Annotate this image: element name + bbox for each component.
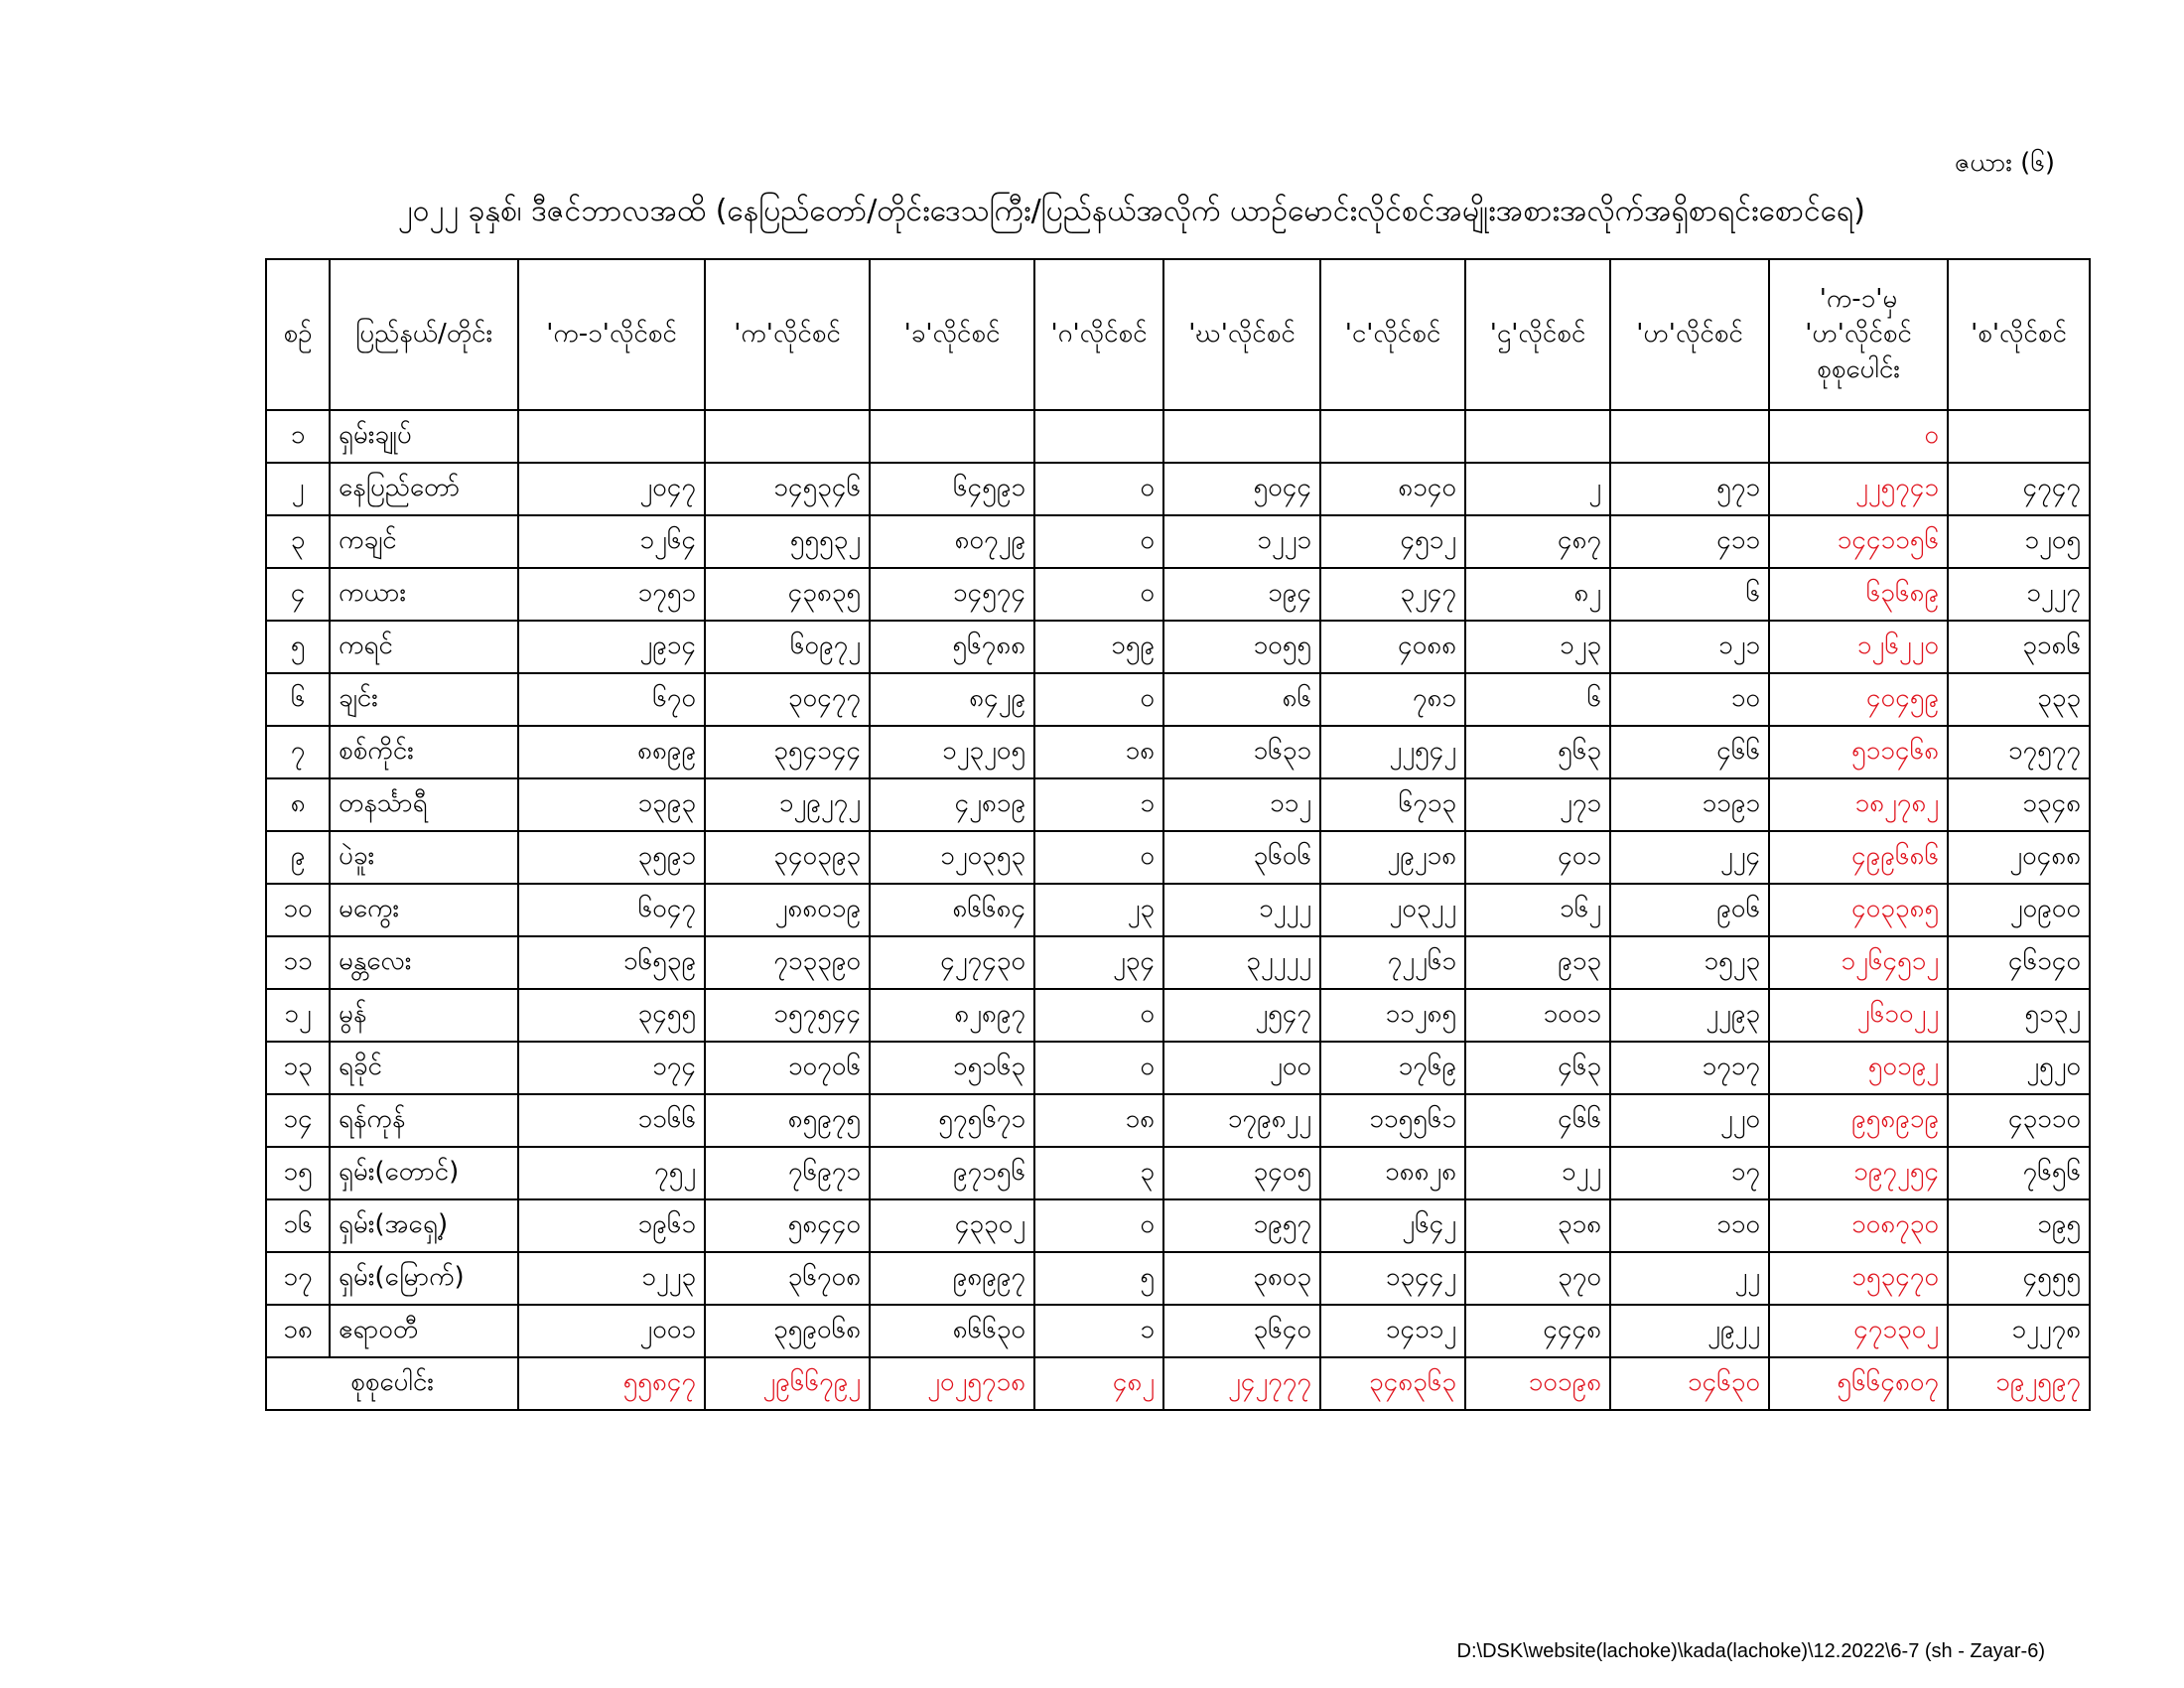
row-total-cell: ၁၀၈၇၃၀ — [1769, 1199, 1948, 1252]
region-cell: တနင်္သာရီ — [330, 778, 518, 831]
total-cell: ၃၄၈၃၆၃ — [1320, 1357, 1465, 1410]
table-cell — [518, 410, 705, 463]
table-cell: ၀ — [1034, 515, 1163, 568]
column-header: 'စ'လိုင်စင် — [1948, 259, 2090, 410]
serial-cell: ၁ — [266, 410, 330, 463]
table-cell: ၂၆၄၂ — [1320, 1199, 1465, 1252]
table-cell: ၁၂၀၃၅၃ — [870, 831, 1034, 884]
table-cell: ၁၀၅၅ — [1163, 621, 1320, 673]
region-cell: မန္တလေး — [330, 936, 518, 989]
table-cell: ၈၆၆၈၄ — [870, 884, 1034, 936]
table-cell: ၂၇၁ — [1465, 778, 1610, 831]
table-cell: ၁၅၉ — [1034, 621, 1163, 673]
total-row — [266, 1357, 2090, 1410]
table-row — [266, 936, 2090, 989]
table-cell: ၁၈ — [1034, 1094, 1163, 1147]
serial-cell: ၂ — [266, 463, 330, 515]
total-cell: ၂၉၆၆၇၉၂ — [705, 1357, 870, 1410]
table-cell: ၁၉၆၁ — [518, 1199, 705, 1252]
table-cell: ၂၉၂၂ — [1610, 1305, 1769, 1357]
table-cell: ၃၅၄၁၄၄ — [705, 726, 870, 778]
total-cell: ၅၅၈၄၇ — [518, 1357, 705, 1410]
table-cell: ၁၃၄၄၂ — [1320, 1252, 1465, 1305]
table-cell: ၃၇၀ — [1465, 1252, 1610, 1305]
table-cell: ၁၇ — [1610, 1147, 1769, 1199]
table-cell: ၁၂၂၁ — [1163, 515, 1320, 568]
table-cell: ၁၂၂၃ — [518, 1252, 705, 1305]
table-cell: ၁၂၀၅ — [1948, 515, 2090, 568]
table-cell: ၃၃၃ — [1948, 673, 2090, 726]
table-cell: ၅၇၅၆၇၁ — [870, 1094, 1034, 1147]
table-cell: ၃၁၈ — [1465, 1199, 1610, 1252]
table-cell: ၁၆၅၃၉ — [518, 936, 705, 989]
row-total-cell: ၅၀၁၉၂ — [1769, 1042, 1948, 1094]
license-table — [265, 258, 2091, 1411]
table-cell: ၄၃၃၀၂ — [870, 1199, 1034, 1252]
serial-cell: ၈ — [266, 778, 330, 831]
table-cell: ၈၆၆၃၀ — [870, 1305, 1034, 1357]
table-cell: ၂၂၉၃ — [1610, 989, 1769, 1042]
table-cell: ၃၂၂၂၂ — [1163, 936, 1320, 989]
serial-cell: ၁၄ — [266, 1094, 330, 1147]
table-cell: ၆၀၉၇၂ — [705, 621, 870, 673]
table-cell: ၃၄၀၅ — [1163, 1147, 1320, 1199]
table-row — [266, 410, 2090, 463]
column-header: 'က-၁'မှ 'ဟ'လိုင်စင် စုစုပေါင်း — [1769, 259, 1948, 410]
region-cell: မကွေး — [330, 884, 518, 936]
serial-cell: ၁၆ — [266, 1199, 330, 1252]
table-cell: ၁၂၂၂ — [1163, 884, 1320, 936]
table-cell: ၂၀၀၁ — [518, 1305, 705, 1357]
table-cell: ၇၂၂၆၁ — [1320, 936, 1465, 989]
column-header: စဉ် — [266, 259, 330, 410]
table-cell: ၇၆၅၆ — [1948, 1147, 2090, 1199]
region-cell: ရန်ကုန် — [330, 1094, 518, 1147]
document-title: ၂၀၂၂ ခုနှစ်၊ ဒီဇင်ဘာလအထိ (နေပြည်တော်/တိုင်းဒေသကြီး/ပြည်နယ်အလိုက် ယာဉ်မောင်းလိုင်စင်အမျိုးအစားအလိုက်အရှိစာရင်းစောင်ရေ) — [398, 194, 1865, 228]
table-cell — [1948, 410, 2090, 463]
table-cell — [1034, 410, 1163, 463]
table-cell: ၁၇၁၇ — [1610, 1042, 1769, 1094]
table-cell: ၁၄၅၇၄ — [870, 568, 1034, 621]
table-cell: ၀ — [1034, 831, 1163, 884]
table-cell: ၁၂၆၄ — [518, 515, 705, 568]
region-cell: ရှမ်းချုပ် — [330, 410, 518, 463]
region-cell: ကယား — [330, 568, 518, 621]
serial-cell: ၄ — [266, 568, 330, 621]
table-cell: ၁၅၂၃ — [1610, 936, 1769, 989]
row-total-cell: ၁၉၇၂၅၄ — [1769, 1147, 1948, 1199]
table-cell: ၁၅၇၅၄၄ — [705, 989, 870, 1042]
table-cell — [1163, 410, 1320, 463]
table-cell: ၅၆၃ — [1465, 726, 1610, 778]
table-cell: ၁၄၁၁၂ — [1320, 1305, 1465, 1357]
table-cell: ၈၀၇၂၉ — [870, 515, 1034, 568]
table-cell: ၁၀၇၀၆ — [705, 1042, 870, 1094]
table-cell: ၁ — [1034, 778, 1163, 831]
table-cell: ၂၀၄၈၈ — [1948, 831, 2090, 884]
table-cell: ၂၂၅၄၂ — [1320, 726, 1465, 778]
table-cell: ၄၀၈၈ — [1320, 621, 1465, 673]
row-total-cell: ၁၂၆၂၂၀ — [1769, 621, 1948, 673]
table-cell: ၁၂၉၂၇၂ — [705, 778, 870, 831]
serial-cell: ၁၃ — [266, 1042, 330, 1094]
table-row — [266, 1199, 2090, 1252]
table-row — [266, 989, 2090, 1042]
table-cell: ၄၆၁၄၀ — [1948, 936, 2090, 989]
serial-cell: ၉ — [266, 831, 330, 884]
serial-cell: ၁၂ — [266, 989, 330, 1042]
table-row — [266, 778, 2090, 831]
serial-cell: ၁၇ — [266, 1252, 330, 1305]
region-cell: မွန် — [330, 989, 518, 1042]
table-cell: ၄၅၅၅ — [1948, 1252, 2090, 1305]
serial-cell: ၁၁ — [266, 936, 330, 989]
column-header: 'ခ'လိုင်စင် — [870, 259, 1034, 410]
table-cell: ၉၇၁၅၆ — [870, 1147, 1034, 1199]
table-cell: ၄၃၁၁၀ — [1948, 1094, 2090, 1147]
table-cell: ၁၁၀ — [1610, 1199, 1769, 1252]
table-cell: ၁၈ — [1034, 726, 1163, 778]
row-total-cell: ၅၁၁၄၆၈ — [1769, 726, 1948, 778]
table-cell: ၁၃၉၃ — [518, 778, 705, 831]
region-cell: ချင်း — [330, 673, 518, 726]
table-cell: ၅ — [1034, 1252, 1163, 1305]
table-cell: ၂ — [1465, 463, 1610, 515]
table-cell: ၆ — [1610, 568, 1769, 621]
table-cell: ၂၀၀ — [1163, 1042, 1320, 1094]
region-cell: ဧရာဝတီ — [330, 1305, 518, 1357]
table-row — [266, 1252, 2090, 1305]
table-cell: ၃ — [1034, 1147, 1163, 1199]
table-cell: ၁၆၃၁ — [1163, 726, 1320, 778]
table-row — [266, 463, 2090, 515]
table-row — [266, 621, 2090, 673]
table-cell: ၂၅၄၇ — [1163, 989, 1320, 1042]
serial-cell: ၁၀ — [266, 884, 330, 936]
table-cell: ၁၁၉၁ — [1610, 778, 1769, 831]
region-cell: ကချင် — [330, 515, 518, 568]
table-cell: ၂၈၈၀၁၉ — [705, 884, 870, 936]
table-cell — [1465, 410, 1610, 463]
table-cell: ၃၅၉၁ — [518, 831, 705, 884]
table-cell: ၀ — [1034, 989, 1163, 1042]
row-total-cell: ၁၅၃၄၇၀ — [1769, 1252, 1948, 1305]
table-cell: ၀ — [1034, 1199, 1163, 1252]
table-cell: ၈၆ — [1163, 673, 1320, 726]
row-total-cell: ၂၆၁၀၂၂ — [1769, 989, 1948, 1042]
column-header: 'ဟ'လိုင်စင် — [1610, 259, 1769, 410]
table-cell: ၄၅၁၂ — [1320, 515, 1465, 568]
column-header: 'င'လိုင်စင် — [1320, 259, 1465, 410]
table-cell: ၇၈၁ — [1320, 673, 1465, 726]
table-cell — [1320, 410, 1465, 463]
table-cell: ၄၁၁ — [1610, 515, 1769, 568]
table-cell: ၄၄၄၈ — [1465, 1305, 1610, 1357]
region-cell: ရခိုင် — [330, 1042, 518, 1094]
table-cell: ၂၀၃၂၂ — [1320, 884, 1465, 936]
table-row — [266, 831, 2090, 884]
table-cell: ၃၄၀၃၉၃ — [705, 831, 870, 884]
row-total-cell: ၁၈၂၇၈၂ — [1769, 778, 1948, 831]
table-cell: ၁၂၃၂၀၅ — [870, 726, 1034, 778]
table-cell: ၁၂၂၇၈ — [1948, 1305, 2090, 1357]
row-total-cell: ၄၇၁၃၀၂ — [1769, 1305, 1948, 1357]
table-cell: ၁၃၄၈ — [1948, 778, 2090, 831]
column-header: ပြည်နယ်/တိုင်း — [330, 259, 518, 410]
table-cell: ၁၄၅၃၄၆ — [705, 463, 870, 515]
table-cell: ၈၁၄၀ — [1320, 463, 1465, 515]
table-cell: ၂၃၄ — [1034, 936, 1163, 989]
column-header: 'က'လိုင်စင် — [705, 259, 870, 410]
table-cell: ၂၃ — [1034, 884, 1163, 936]
row-total-cell: ၉၅၈၉၁၉ — [1769, 1094, 1948, 1147]
table-cell: ၇၆၉၇၁ — [705, 1147, 870, 1199]
table-cell: ၁၈၈၂၈ — [1320, 1147, 1465, 1199]
region-cell: ရှမ်း(မြောက်) — [330, 1252, 518, 1305]
row-total-cell: ၁၂၆၄၅၁၂ — [1769, 936, 1948, 989]
table-cell: ၃၁၈၆ — [1948, 621, 2090, 673]
table-cell: ၁၉၄ — [1163, 568, 1320, 621]
table-row — [266, 1147, 2090, 1199]
table-cell: ၁၅၁၆၃ — [870, 1042, 1034, 1094]
table-cell: ၂၉၂၁၈ — [1320, 831, 1465, 884]
table-cell: ၂၂၀ — [1610, 1094, 1769, 1147]
table-cell: ၃၆၄၀ — [1163, 1305, 1320, 1357]
table-cell: ၃၅၉၀၆၈ — [705, 1305, 870, 1357]
header-row — [266, 259, 2090, 410]
table-cell: ၆ — [1465, 673, 1610, 726]
table-cell: ၁ — [1034, 1305, 1163, 1357]
total-cell: ၁၄၆၃၀ — [1610, 1357, 1769, 1410]
table-cell: ၆၇၁၃ — [1320, 778, 1465, 831]
table-cell: ၈၅၉၇၅ — [705, 1094, 870, 1147]
table-cell: ၈၈၉၉ — [518, 726, 705, 778]
table-cell: ၆၇၀ — [518, 673, 705, 726]
table-cell: ၉၀၆ — [1610, 884, 1769, 936]
table-cell: ၇၅၂ — [518, 1147, 705, 1199]
footer-file-path: D:\DSK\website(lachoke)\kada(lachoke)\12.2022\6-7 (sh - Zayar-6) — [1456, 1640, 2045, 1662]
table-cell: ၁၁၅၅၆၁ — [1320, 1094, 1465, 1147]
table-cell: ၄၆၆ — [1610, 726, 1769, 778]
table-cell: ၅၅၅၃၂ — [705, 515, 870, 568]
table-row — [266, 726, 2090, 778]
serial-cell: ၃ — [266, 515, 330, 568]
table-row — [266, 884, 2090, 936]
table-body — [266, 410, 2090, 1410]
table-cell: ၅၈၄၄၀ — [705, 1199, 870, 1252]
region-cell: နေပြည်တော် — [330, 463, 518, 515]
total-cell: ၅၆၆၄၈၀၇ — [1769, 1357, 1948, 1410]
table-cell: ၄၈၇ — [1465, 515, 1610, 568]
total-label: စုစုပေါင်း — [266, 1357, 518, 1410]
table-cell — [1610, 410, 1769, 463]
table-cell: ၁၀၀၁ — [1465, 989, 1610, 1042]
row-total-cell: ၁၄၄၁၁၅၆ — [1769, 515, 1948, 568]
serial-cell: ၁၈ — [266, 1305, 330, 1357]
table-cell: ၄၃၈၃၅ — [705, 568, 870, 621]
table-cell: ၄၀၁ — [1465, 831, 1610, 884]
total-cell: ၁၉၂၅၉၇ — [1948, 1357, 2090, 1410]
serial-cell: ၁၅ — [266, 1147, 330, 1199]
table-cell — [870, 410, 1034, 463]
total-cell: ၂၀၂၅၇၁၈ — [870, 1357, 1034, 1410]
total-cell: ၄၈၂ — [1034, 1357, 1163, 1410]
table-cell: ၈၂၈၉၇ — [870, 989, 1034, 1042]
table-cell: ၅၀၄၄ — [1163, 463, 1320, 515]
table-label: ဇယား (၆) — [1954, 148, 2055, 178]
total-cell: ၁၀၁၉၈ — [1465, 1357, 1610, 1410]
table-cell: ၁၂၃ — [1465, 621, 1610, 673]
table-row — [266, 1305, 2090, 1357]
region-cell: ကရင် — [330, 621, 518, 673]
table-cell: ၉၈၉၉၇ — [870, 1252, 1034, 1305]
row-total-cell: ၄၀၃၃၈၅ — [1769, 884, 1948, 936]
row-total-cell: ၂၂၅၇၄၁ — [1769, 463, 1948, 515]
table-cell: ၁၇၅၁ — [518, 568, 705, 621]
table-cell: ၆၄၅၉၁ — [870, 463, 1034, 515]
column-header: 'ဃ'လိုင်စင် — [1163, 259, 1320, 410]
table-cell: ၂၂ — [1610, 1252, 1769, 1305]
column-header: 'ဂ'လိုင်စင် — [1034, 259, 1163, 410]
table-cell: ၈၂ — [1465, 568, 1610, 621]
table-cell: ၃၀၄၇၇ — [705, 673, 870, 726]
table-cell: ၁၉၅ — [1948, 1199, 2090, 1252]
row-total-cell: ၄၀၄၅၉ — [1769, 673, 1948, 726]
table-cell: ၁၇၄ — [518, 1042, 705, 1094]
table-cell: ၂၀၄၇ — [518, 463, 705, 515]
serial-cell: ၆ — [266, 673, 330, 726]
table-cell: ၄၆၆ — [1465, 1094, 1610, 1147]
total-cell: ၂၄၂၇၇၇ — [1163, 1357, 1320, 1410]
serial-cell: ၅ — [266, 621, 330, 673]
column-header: 'ဌ'လိုင်စင် — [1465, 259, 1610, 410]
table-cell: ၄၂၈၁၉ — [870, 778, 1034, 831]
region-cell: စစ်ကိုင်း — [330, 726, 518, 778]
table-cell: ၀ — [1034, 463, 1163, 515]
table-cell: ၄၆၃ — [1465, 1042, 1610, 1094]
table-cell: ၅၁၃၂ — [1948, 989, 2090, 1042]
table-row — [266, 515, 2090, 568]
table-cell: ၂၀၉၀၀ — [1948, 884, 2090, 936]
table-cell: ၅၇၁ — [1610, 463, 1769, 515]
table-row — [266, 568, 2090, 621]
table-row — [266, 1042, 2090, 1094]
table-cell: ၁၁၂ — [1163, 778, 1320, 831]
table-cell: ၄၇၄၇ — [1948, 463, 2090, 515]
table-cell: ၉၁၃ — [1465, 936, 1610, 989]
row-total-cell: ၆၃၆၈၉ — [1769, 568, 1948, 621]
table-cell: ၁၁၂၈၅ — [1320, 989, 1465, 1042]
serial-cell: ၇ — [266, 726, 330, 778]
table-cell: ၆၀၄၇ — [518, 884, 705, 936]
table-cell: ၁၇၅၇၇ — [1948, 726, 2090, 778]
column-header: 'က-၁'လိုင်စင် — [518, 259, 705, 410]
table-cell: ၇၁၃၃၉၀ — [705, 936, 870, 989]
table-cell: ၁၀ — [1610, 673, 1769, 726]
region-cell: ရှမ်း(တောင်) — [330, 1147, 518, 1199]
table-row — [266, 673, 2090, 726]
table-cell: ၁၉၅၇ — [1163, 1199, 1320, 1252]
table-cell: ၃၆၇၀၈ — [705, 1252, 870, 1305]
table-cell: ၂၅၂၀ — [1948, 1042, 2090, 1094]
table-cell: ၁၇၉၈၂၂ — [1163, 1094, 1320, 1147]
table-cell: ၁၁၆၆ — [518, 1094, 705, 1147]
row-total-cell: ၀ — [1769, 410, 1948, 463]
table-cell: ၅၆၇၈၈ — [870, 621, 1034, 673]
table-cell: ၁၂၁ — [1610, 621, 1769, 673]
table-cell: ၃၆၀၆ — [1163, 831, 1320, 884]
table-row — [266, 1094, 2090, 1147]
table-cell: ၀ — [1034, 1042, 1163, 1094]
region-cell: ရှမ်း(အရှေ့) — [330, 1199, 518, 1252]
row-total-cell: ၄၉၉၆၈၆ — [1769, 831, 1948, 884]
table-cell: ၃၂၄၇ — [1320, 568, 1465, 621]
table-cell: ၃၈၀၃ — [1163, 1252, 1320, 1305]
table-cell: ၀ — [1034, 568, 1163, 621]
table-cell: ၂၉၁၄ — [518, 621, 705, 673]
table-cell — [705, 410, 870, 463]
table-cell: ၁၇၆၉ — [1320, 1042, 1465, 1094]
table-cell: ၄၂၇၄၃၀ — [870, 936, 1034, 989]
table-cell: ၁၆၂ — [1465, 884, 1610, 936]
table-cell: ၁၂၂ — [1465, 1147, 1610, 1199]
region-cell: ပဲခူး — [330, 831, 518, 884]
table-cell: ၂၂၄ — [1610, 831, 1769, 884]
table-cell: ၀ — [1034, 673, 1163, 726]
table-cell: ၈၄၂၉ — [870, 673, 1034, 726]
table-cell: ၁၂၂၇ — [1948, 568, 2090, 621]
table-cell: ၃၄၅၅ — [518, 989, 705, 1042]
